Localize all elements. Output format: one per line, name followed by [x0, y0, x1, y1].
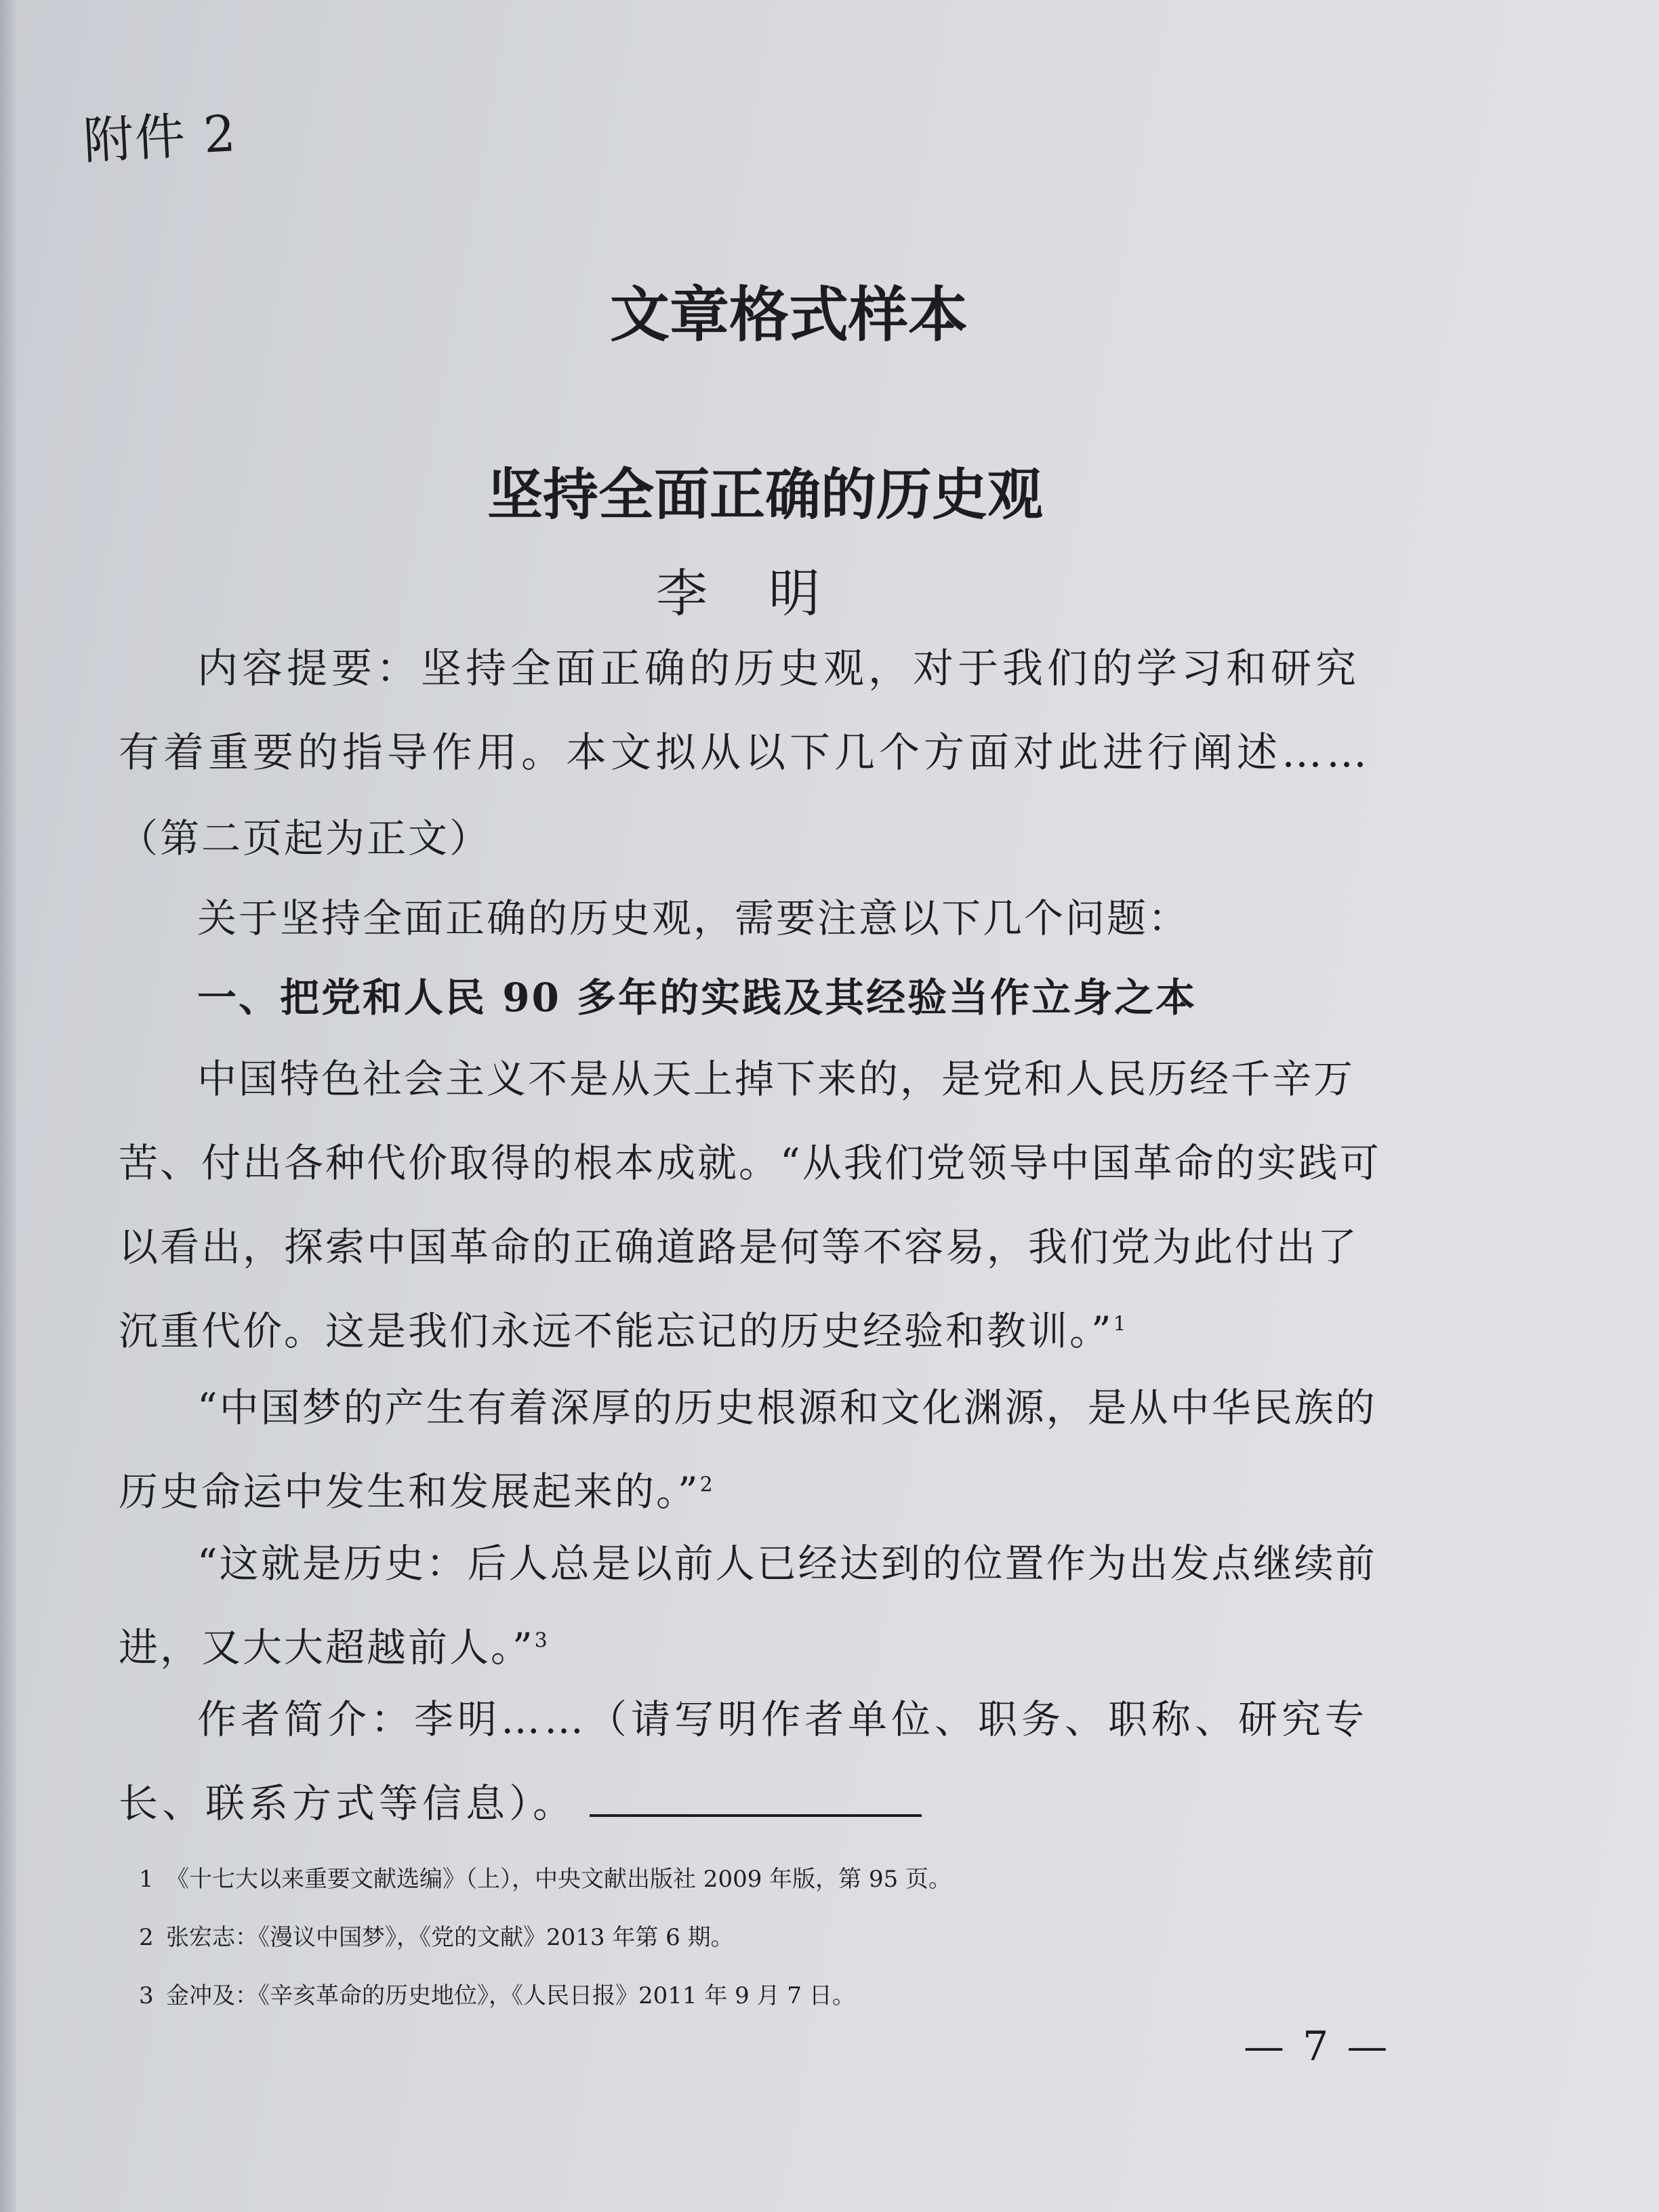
body-paragraph	[119, 1366, 1393, 1534]
abstract: 内容提要：坚持全面正确的历史观，对于我们的学习和研究有着重要的指导作用。本文拟从以下几个方面对此进行阐述……	[119, 645, 1371, 777]
paragraph-text: “这就是历史：后人总是以前人已经达到的位置作为出发点继续前进，又大大超越前人。”	[119, 1540, 1377, 1671]
attachment-label: 附件 2	[81, 104, 239, 171]
intro-paragraph: 关于坚持全面正确的历史观，需要注意以下几个问题：	[197, 895, 1190, 941]
footnote-ref: 1	[1113, 1312, 1128, 1336]
footnote-number: 1	[139, 1866, 154, 1893]
paragraph-text: 中国特色社会主义不是从天上掉下来的，是党和人民历经千辛万苦、付出各种代价取得的根本成就。“从我们党领导中国革命的实践可以看出，探索中国革命的正确道路是何等不容易，我们党为此付出了沉重代价。这是我们永远不能忘记的历史经验和教训。”	[119, 1056, 1381, 1354]
author-bio	[119, 1677, 1393, 1845]
footnote-ref: 3	[534, 1629, 550, 1653]
body-paragraph	[119, 1037, 1393, 1373]
footnote-item	[139, 1908, 1359, 1967]
section-heading: 一、把党和人民 90 多年的实践及其经验当作立身之本	[197, 975, 1197, 1021]
footnote-text: 《十七大以来重要文献选编》（上），中央文献出版社 2009 年版，第 95 页。	[166, 1866, 952, 1893]
paragraph-text: “中国梦的产生有着深厚的历史根源和文化渊源，是从中华民族的历史命运中发生和发展起来的。”	[119, 1385, 1377, 1515]
author-bio-text: 作者简介：李明……（请写明作者单位、职务、职称、研究专长、联系方式等信息）。	[119, 1696, 1369, 1826]
document-title: 文章格式样本	[609, 279, 968, 350]
footnote-text: 金冲及：《辛亥革命的历史地位》，《人民日报》2011 年 9 月 7 日。	[166, 1982, 855, 2009]
footnotes	[139, 1850, 1359, 2025]
body-start-note: （第二页起为正文）	[119, 815, 491, 861]
footnote-text: 张宏志：《漫议中国梦》，《党的文献》2013 年第 6 期。	[166, 1924, 734, 1951]
article-title: 坚持全面正确的历史观	[487, 462, 1043, 527]
page-number: — 7 —	[1244, 2023, 1391, 2070]
footnote-number: 2	[139, 1924, 154, 1951]
body-paragraph	[119, 1521, 1393, 1689]
footnote-ref: 2	[699, 1473, 715, 1497]
fill-in-blank-line	[590, 1787, 922, 1817]
footnote-item	[139, 1967, 1359, 2025]
article-author: 李明	[656, 563, 881, 623]
footnote-item	[139, 1850, 1359, 1908]
footnote-number: 3	[139, 1982, 154, 2009]
